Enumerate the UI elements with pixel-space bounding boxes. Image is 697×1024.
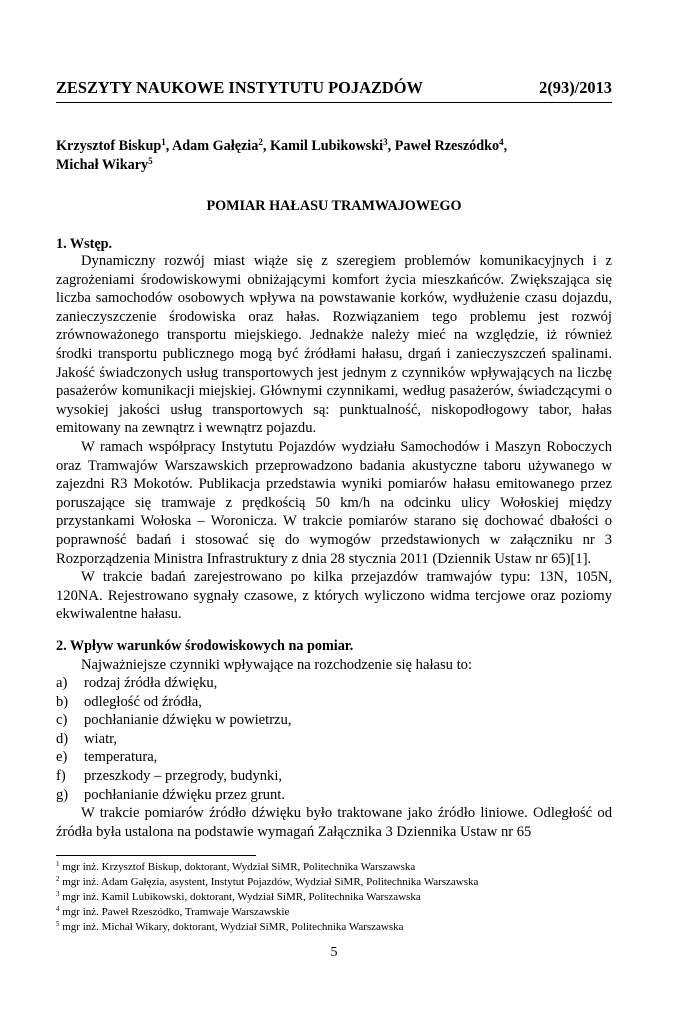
section-heading-environment: 2. Wpływ warunków środowiskowych na pomiar. [56, 638, 354, 654]
author-list [56, 137, 612, 175]
journal-title: ZESZYTY NAUKOWE INSTYTUTU POJAZDÓW [56, 78, 423, 97]
author: Adam Gałęzia$^2$, [172, 137, 270, 154]
list-item: d) wiatr, [56, 730, 118, 747]
author: Krzysztof Biskup$^1$, [56, 137, 173, 154]
list-marker: b) [56, 693, 69, 710]
list-item: g) pochłanianie dźwięku przez grunt. [56, 786, 285, 803]
list-item: b) odległość od źródła, [56, 693, 202, 710]
list-item: f) przeszkody – przegrody, budynki, [56, 767, 283, 784]
list-item: c) pochłanianie dźwięku w powietrzu, [56, 712, 292, 729]
footnote: $^5$ mgr inż. Michał Wikary, doktorant, Wydział SiMR, Politechnika Warszawska [56, 920, 404, 933]
article-title: POMIAR HAŁASU TRAMWAJOWEGO [206, 198, 462, 214]
journal-issue: 2(93)/2013 [539, 78, 612, 97]
section-environment-body [56, 804, 612, 841]
page-number: 5 [330, 945, 338, 960]
section-heading-introduction: 1. Wstęp. [56, 236, 113, 252]
list-item: a) rodzaj źródła dźwięku, [56, 675, 218, 691]
list-marker: f) [56, 767, 66, 784]
author: Kamil Lubikowski$^3$, [269, 137, 395, 154]
journal-header [56, 78, 612, 103]
list-item: e) temperatura, [56, 749, 158, 766]
factors-intro: Najważniejsze czynniki wpływające na rozchodzenie się hałasu to: [81, 657, 473, 673]
list-marker: d) [56, 730, 69, 747]
paragraph: W trakcie pomiarów źródło dźwięku było traktowane jako źródło liniowe. Odległość od źródła była ustalona na podstawie wymagań Załącznika 3 Dziennika Ustaw nr 65 [56, 805, 612, 840]
author: Paweł Rzeszódko$^4$, [394, 137, 508, 154]
footnote-divider [56, 855, 256, 856]
footnotes [56, 860, 612, 935]
footnote: $^4$ mgr inż. Paweł Rzeszódko, Tramwaje Warszawskie [56, 905, 290, 918]
list-marker: c) [56, 712, 68, 729]
section-introduction-body [56, 252, 612, 624]
list-marker: a) [56, 675, 68, 691]
paragraph: Dynamiczny rozwój miast wiąże się z szeregiem problemów komunikacyjnych i z zagrożeniami środowiskowymi obniżającymi komfort życia mieszkańców. Zwiększająca się liczba samochodów osobowych wpływa na powstawanie korków, wydłużenie czasu dojazdu, zanieczyszczenie środowiska oraz hałas. Rozwiązaniem tego problemu jest rozwój zrównoważonego transportu miejskiego. Jednakże należy mieć na względzie, iż również środki transportu publicznego mogą być źródłami hałasu, drgań i zanieczyszczeń spalinami. Jakość świadczonych usług transportowych jest jednym z czynników wpływających na liczbę pasażerów komunikacji miejskiej. Głównymi czynnikami, według pasażerów, świadczącymi o wysokiej jakości usług transportowych są: punktualność, niskopodłogowy tabor, hałas emitowany na zewnątrz i wewnątrz pojazdu. [56, 253, 612, 437]
paragraph: W trakcie badań zarejestrowano po kilka przejazdów tramwajów typu: 13N, 105N, 120NA. Rejestrowano sygnały czasowe, z których wyliczono widma tercjowe oraz poziomy ekwiwalentne hałasu. [56, 569, 612, 623]
list-marker: e) [56, 749, 68, 766]
footnote: $^2$ mgr inż. Adam Gałęzia, asystent, Instytut Pojazdów, Wydział SiMR, Politechnika Warszawska [56, 875, 479, 888]
factor-list [56, 674, 612, 804]
footnote: $^3$ mgr inż. Kamil Lubikowski, doktorant, Wydział SiMR, Politechnika Warszawska [56, 890, 421, 903]
author: Michał Wikary$^5$ [56, 156, 153, 173]
list-marker: g) [56, 786, 69, 803]
paragraph: W ramach współpracy Instytutu Pojazdów wydziału Samochodów i Maszyn Roboczych oraz Tramwajów Warszawskich przeprowadzono badania akustyczne taboru używanego w zajezdni R3 Mokotów. Publikacja przedstawia wyniki pomiarów hałasu emitowanego przez poruszające się tramwaje z prędkością 50 km/h na odcinku ulicy Wołoskiej między przystankami Wołoska – Woronicza. W trakcie pomiarów starano się dochować dbałości o poprawność badań i stosować się do wymogów przedstawionych w załączniku nr 3 Rozporządzenia Ministra Infrastruktury z dnia 28 stycznia 2011 (Dziennik Ustaw nr 65)[1]. [56, 438, 612, 567]
footnote: $^1$ mgr inż. Krzysztof Biskup, doktorant, Wydział SiMR, Politechnika Warszawska [56, 860, 416, 873]
